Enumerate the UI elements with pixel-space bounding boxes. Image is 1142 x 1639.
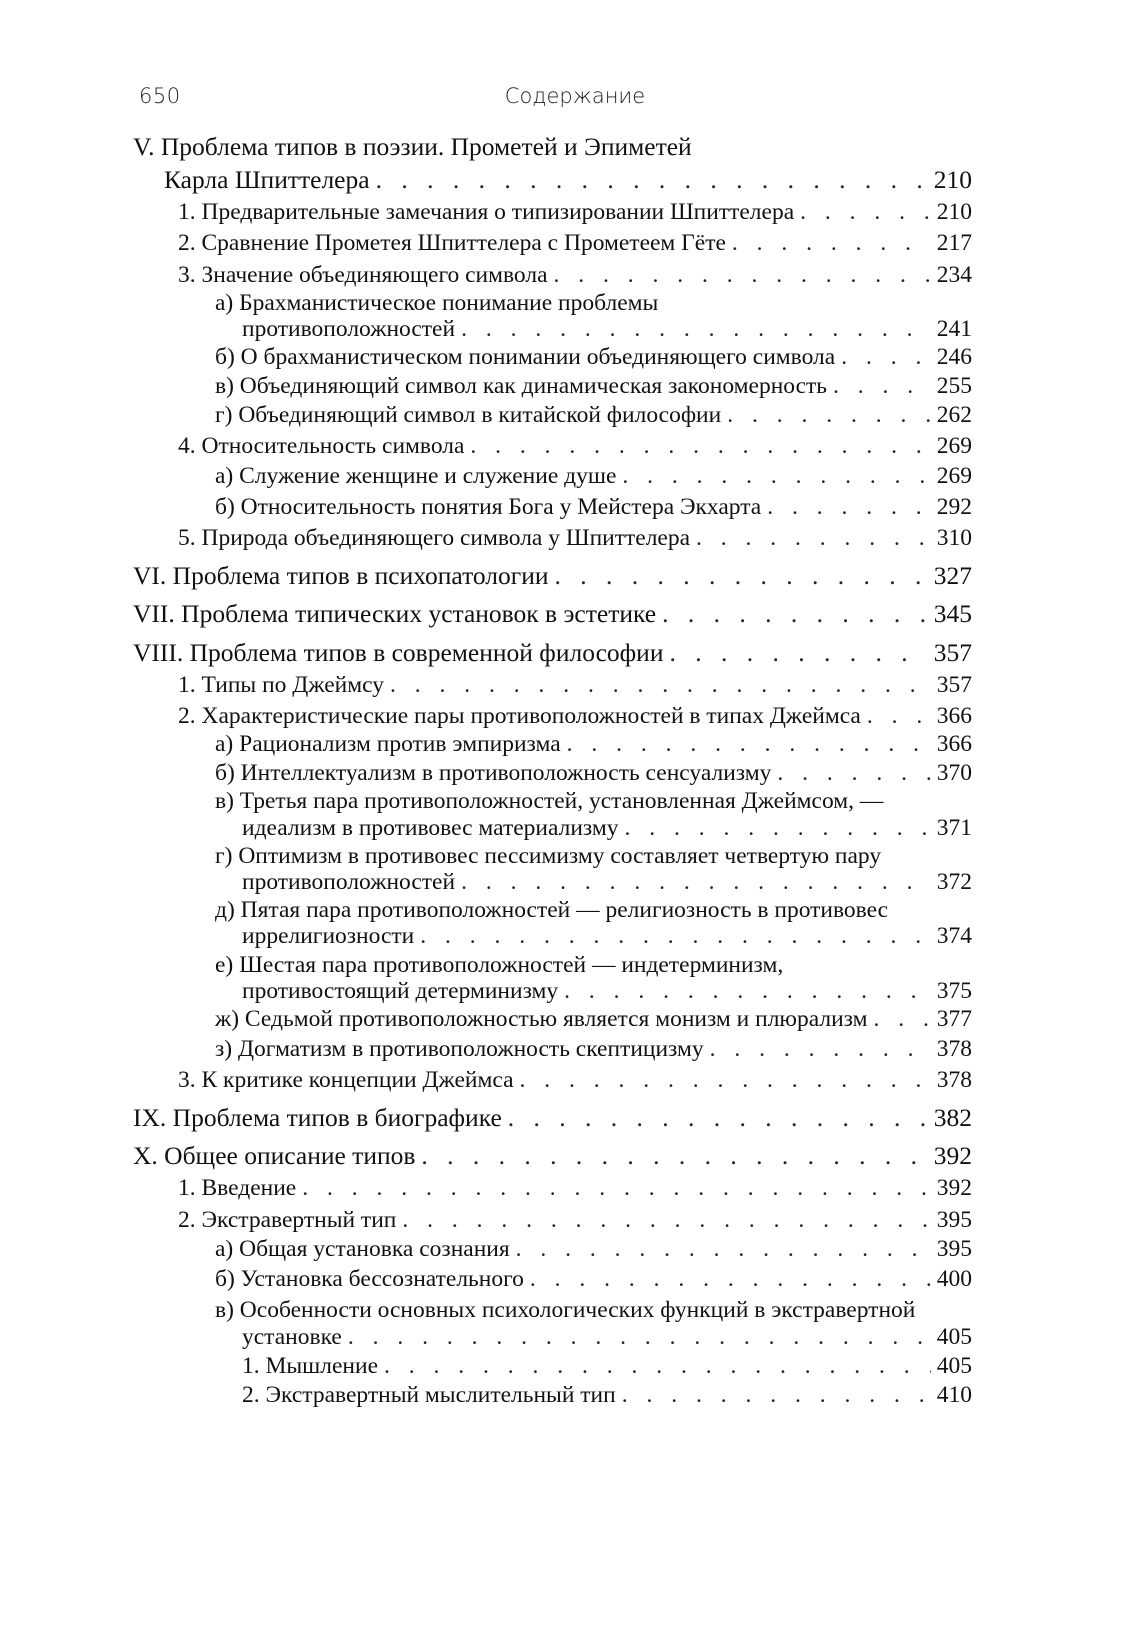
leader-dots: [390, 671, 931, 699]
toc-entry[interactable]: [178, 671, 972, 699]
toc-entry[interactable]: [178, 229, 972, 257]
toc-entry[interactable]: [215, 493, 972, 521]
toc-entry-first-line: V. Проблема типов в поэзии. Прометей и Эпиметей: [133, 132, 692, 161]
toc-entry-page: 210: [933, 165, 972, 194]
leader-dots: [302, 1174, 931, 1202]
toc-entry[interactable]: [242, 1323, 972, 1351]
toc-entry-title: Карла Шпиттелера: [164, 165, 370, 194]
toc-entry-title: 2. Экстравертный тип: [178, 1207, 397, 1233]
toc-entry-title: X. Общее описание типов: [133, 1141, 416, 1170]
toc-entry-page: 357: [933, 638, 972, 667]
toc-entry-page: 382: [933, 1103, 972, 1132]
toc-entry-first-line: г) Оптимизм в противовес пессимизму составляет четвертую пару: [215, 843, 882, 869]
toc-entry[interactable]: [242, 922, 972, 950]
toc-entry[interactable]: [215, 1235, 972, 1263]
toc-entry-title: а) Служение женщине и служение душе: [215, 463, 617, 489]
leader-dots: [564, 977, 931, 1005]
toc-entry[interactable]: [178, 1206, 972, 1234]
toc-entry-page: 410: [936, 1382, 972, 1408]
toc-entry-page: 405: [936, 1324, 972, 1350]
toc-entry-first-line: в) Третья пара противоположностей, установленная Джеймсом, —: [215, 788, 884, 814]
leader-dots: [662, 600, 928, 628]
toc-entry-page: 377: [936, 1006, 972, 1032]
toc-entry[interactable]: [133, 1142, 972, 1170]
toc-entry-title: з) Догматизм в противоположность скептицизму: [215, 1036, 704, 1062]
toc-entry-page: 375: [936, 978, 972, 1004]
toc-entry[interactable]: [133, 600, 972, 628]
toc-entry[interactable]: [178, 1174, 972, 1202]
leader-dots: [420, 922, 931, 950]
toc-entry-page: 392: [936, 1175, 972, 1201]
leader-dots: [376, 166, 928, 194]
toc-entry[interactable]: [178, 524, 972, 552]
toc-entry-title: 1. Типы по Джеймсу: [178, 672, 384, 698]
toc-entry[interactable]: [178, 198, 972, 226]
toc-entry-title: а) Рационализм против эмпиризма: [215, 731, 561, 757]
toc-entry-page: 234: [936, 262, 972, 288]
toc-entry-page: 395: [936, 1207, 972, 1233]
toc-entry[interactable]: [164, 166, 972, 194]
leader-dots: [554, 261, 931, 289]
toc-entry-page: 269: [936, 433, 972, 459]
toc-entry[interactable]: [178, 261, 972, 289]
leader-dots: [421, 1142, 927, 1170]
leader-dots: [669, 639, 927, 667]
toc-entry-page: 217: [936, 230, 972, 256]
toc-entry-title: 2. Сравнение Прометея Шпиттелера с Прометеем Гёте: [178, 230, 726, 256]
toc-entry[interactable]: [133, 562, 972, 590]
toc-entry-title: VI. Проблема типов в психопатологии: [133, 561, 549, 590]
toc-entry[interactable]: [242, 814, 972, 842]
leader-dots: [470, 432, 930, 460]
toc-entry[interactable]: [178, 432, 972, 460]
toc-entry-page: 372: [936, 869, 972, 895]
toc-entry-title: противостоящий детерминизму: [242, 978, 559, 1004]
leader-dots: [348, 1323, 931, 1351]
toc-entry[interactable]: [133, 1104, 972, 1132]
toc-entry-page: 269: [936, 463, 972, 489]
toc-entry-page: 241: [936, 316, 972, 342]
leader-dots: [384, 1352, 931, 1380]
toc-entry-title: 1. Введение: [178, 1175, 297, 1201]
leader-dots: [727, 401, 931, 429]
running-head: [139, 84, 1011, 114]
toc-entry-title: б) О брахманистическом понимании объединяющего символа: [215, 344, 836, 370]
toc-entry-page: 210: [936, 199, 972, 225]
toc-entry-title: VII. Проблема типических установок в эстетике: [133, 599, 657, 628]
toc-entry[interactable]: [242, 1352, 972, 1380]
toc-entry-title: 2. Экстравертный мыслительный тип: [242, 1382, 616, 1408]
toc-entry[interactable]: [215, 1265, 972, 1293]
leader-dots: [800, 198, 931, 226]
toc-entry-title: а) Общая установка сознания: [215, 1236, 510, 1262]
toc-entry[interactable]: [215, 401, 972, 429]
leader-dots: [622, 462, 930, 490]
toc-entry[interactable]: [178, 1066, 972, 1094]
toc-entry-page: 357: [936, 672, 972, 698]
toc-entry-page: 292: [936, 494, 972, 520]
toc-entry-title: 5. Природа объединяющего символа у Шпиттелера: [178, 525, 691, 551]
leader-dots: [520, 1066, 931, 1094]
toc-entry-title: идеализм в противовес материализму: [242, 815, 619, 841]
leader-dots: [461, 315, 931, 343]
toc-entry[interactable]: [242, 868, 972, 896]
toc-entry-page: 255: [936, 373, 972, 399]
toc-entry-page: 246: [936, 344, 972, 370]
toc-entry-first-line: е) Шестая пара противоположностей — индетерминизм,: [215, 952, 784, 978]
toc-entry-page: 370: [936, 760, 972, 786]
toc-entry-page: 262: [936, 402, 972, 428]
toc-entry-page: 371: [936, 815, 972, 841]
toc-entry-first-line: в) Особенности основных психологических функций в экстравертной: [215, 1297, 916, 1323]
leader-dots: [402, 1206, 930, 1234]
page-number: 650: [139, 84, 181, 108]
leader-dots: [777, 759, 930, 787]
leader-dots: [622, 1381, 931, 1409]
toc-entry-title: ж) Седьмой противоположностью является монизм и плюрализм: [215, 1006, 868, 1032]
toc-entry-title: 2. Характеристические пары противоположностей в типах Джеймса: [178, 703, 861, 729]
toc-entry[interactable]: [215, 759, 972, 787]
toc-entry-title: противоположностей: [242, 869, 456, 895]
toc-entry-title: 3. Значение объединяющего символа: [178, 262, 548, 288]
toc-entry-first-line: д) Пятая пара противоположностей — религиозность в противовес: [215, 897, 889, 923]
toc-entry[interactable]: [178, 702, 972, 730]
toc-entry-title: VIII. Проблема типов в современной философии: [133, 638, 664, 667]
leader-dots: [833, 372, 931, 400]
toc-entry[interactable]: [215, 1005, 972, 1033]
leader-dots: [696, 524, 931, 552]
leader-dots: [867, 702, 931, 730]
leader-dots: [732, 229, 931, 257]
leader-dots: [555, 562, 928, 590]
toc-entry-title: 3. К критике концепции Джеймса: [178, 1067, 514, 1093]
leader-dots: [530, 1265, 931, 1293]
leader-dots: [461, 868, 931, 896]
toc-entry[interactable]: [242, 977, 972, 1005]
toc-entry-page: 345: [933, 599, 972, 628]
toc-entry-page: 374: [936, 923, 972, 949]
toc-entry-title: IX. Проблема типов в биографике: [133, 1103, 502, 1132]
toc-entry-page: 327: [933, 561, 972, 590]
toc-entry-title: б) Относительность понятия Бога у Мейстера Экхарта: [215, 494, 762, 520]
toc-entry-page: 378: [936, 1036, 972, 1062]
leader-dots: [567, 730, 931, 758]
running-title: Содержание: [504, 84, 646, 108]
toc-entry[interactable]: [215, 730, 972, 758]
toc-entry[interactable]: [215, 372, 972, 400]
leader-dots: [767, 493, 931, 521]
leader-dots: [516, 1235, 931, 1263]
toc-entry-page: 378: [936, 1067, 972, 1093]
toc-entry[interactable]: [215, 343, 972, 371]
toc-entry-title: г) Объединяющий символ в китайской философии: [215, 402, 722, 428]
toc-entry-title: установке: [242, 1324, 342, 1350]
leader-dots: [710, 1035, 931, 1063]
toc-entry-title: б) Установка бессознательного: [215, 1266, 524, 1292]
toc-entry-title: 1. Предварительные замечания о типизировании Шпиттелера: [178, 199, 795, 225]
toc-entry-page: 400: [936, 1266, 972, 1292]
toc-entry-title: 4. Относительность символа: [178, 433, 465, 459]
toc-entry-title: б) Интеллектуализм в противоположность сенсуализму: [215, 760, 772, 786]
toc-entry[interactable]: [242, 1381, 972, 1409]
toc-entry[interactable]: [215, 1035, 972, 1063]
leader-dots: [874, 1005, 931, 1033]
toc-entry-title: иррелигиозности: [242, 923, 415, 949]
toc-entry-title: 1. Мышление: [242, 1353, 379, 1379]
toc-entry-page: 395: [936, 1236, 972, 1262]
leader-dots: [508, 1104, 928, 1132]
toc-entry[interactable]: [133, 639, 972, 667]
leader-dots: [841, 343, 931, 371]
toc-entry-title: противоположностей: [242, 316, 456, 342]
toc-entry-page: 366: [936, 703, 972, 729]
toc-entry-page: 405: [936, 1353, 972, 1379]
toc-entry-first-line: а) Брахманистическое понимание проблемы: [215, 290, 659, 316]
toc-entry-page: 310: [936, 525, 972, 551]
toc-entry-title: в) Объединяющий символ как динамическая закономерность: [215, 373, 828, 399]
toc-entry-page: 392: [933, 1141, 972, 1170]
toc-entry[interactable]: [242, 315, 972, 343]
leader-dots: [625, 814, 931, 842]
toc-entry-page: 366: [936, 731, 972, 757]
toc-entry[interactable]: [215, 462, 972, 490]
